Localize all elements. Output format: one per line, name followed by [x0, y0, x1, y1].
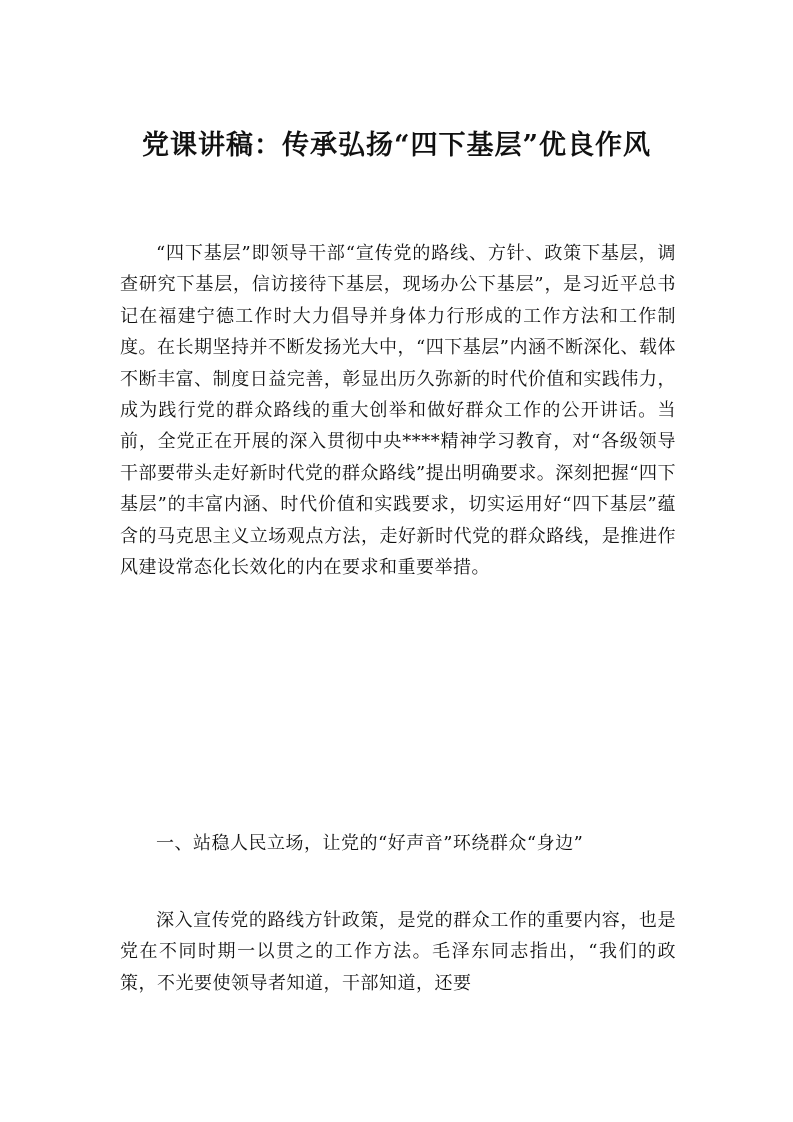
- document-title: 党课讲稿：传承弘扬“四下基层”优良作风: [141, 130, 652, 161]
- intro-paragraph: “四下基层”即领导干部“宣传党的路线、方针、政策下基层，调查研究下基层，信访接待下基层，现场办公下基层”，是习近平总书记在福建宁德工作时大力倡导并身体力行形成的工作方法和工作制度。在长期坚持并不断发扬光大中，“四下基层”内涵不断深化、载体不断丰富、制度日益完善，彰显出历久弥新的时代价值和实践伟力，成为践行党的群众路线的重大创举和做好群众工作的公开讲话。当前，全党正在开展的深入贯彻中央****精神学习教育，对“各级领导干部要带头走好新时代党的群众路线”提出明确要求。深刻把握“四下基层”的丰富内涵、时代价值和实践要求，切实运用好“四下基层”蕴含的马克思主义立场观点方法，走好新时代党的群众路线，是推进作风建设常态化长效化的内在要求和重要举措。: [120, 243, 676, 579]
- section-heading: 一、站稳人民立场，让党的“好声音”环绕群众“身边”: [156, 833, 584, 854]
- section-paragraph: 深入宣传党的路线方针政策，是党的群众工作的重要内容，也是党在不同时期一以贯之的工作方法。毛泽东同志指出，“我们的政策，不光要使领导者知道，干部知道，还要: [120, 910, 676, 994]
